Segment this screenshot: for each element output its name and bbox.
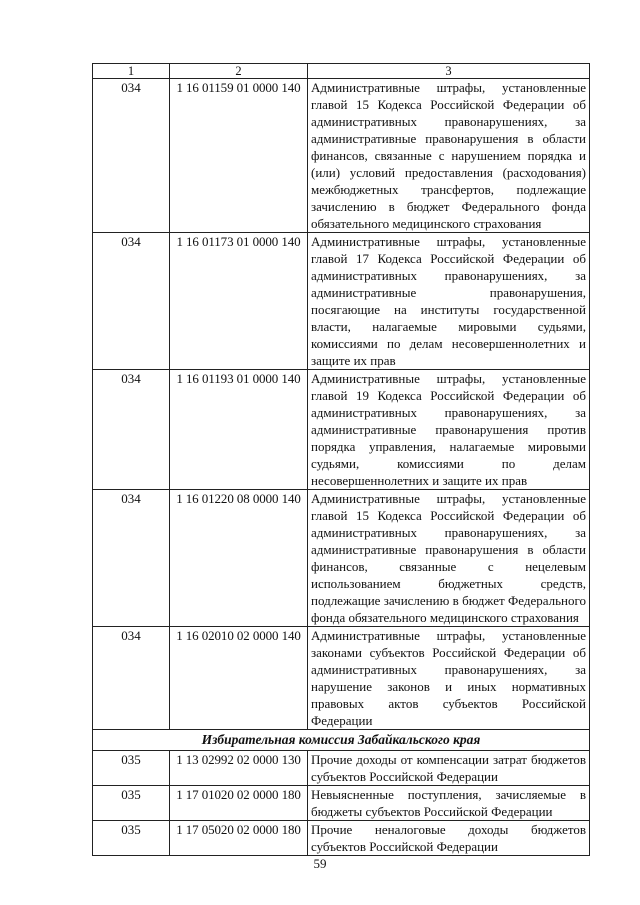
table-row — [93, 627, 590, 730]
budget-classification-code: 1 16 01159 01 0000 140 — [170, 79, 308, 233]
revenue-description: Административные штрафы, установленные главой 15 Кодекса Российской Федерации об административных правонарушениях, за административные правонарушения в области финансов, связанные с нецелевым использованием бюджетных средств, подлежащие зачислению в бюджет Федерального фонда обязательного медицинского страхования — [308, 490, 590, 627]
budget-classification-code: 1 17 01020 02 0000 180 — [170, 786, 308, 821]
budget-classification-code: 1 16 01173 01 0000 140 — [170, 233, 308, 370]
table-row — [93, 751, 590, 786]
budget-classification-code: 1 17 05020 02 0000 180 — [170, 821, 308, 856]
revenue-codes-table — [92, 63, 590, 856]
revenue-description: Административные штрафы, установленные законами субъектов Российской Федерации об административных правонарушениях, за нарушение законов и иных нормативных правовых актов субъектов Российской Федерации — [308, 627, 590, 730]
administrator-code: 034 — [93, 79, 170, 233]
section-title: Избирательная комиссия Забайкальского края — [93, 730, 590, 751]
section-header-row — [93, 730, 590, 751]
column-header-2: 2 — [170, 64, 308, 79]
table-row — [93, 786, 590, 821]
budget-classification-code: 1 16 01193 01 0000 140 — [170, 370, 308, 490]
table-row — [93, 79, 590, 233]
column-header-1: 1 — [93, 64, 170, 79]
table-row — [93, 233, 590, 370]
table-header-row — [93, 64, 590, 79]
administrator-code: 034 — [93, 627, 170, 730]
revenue-description: Невыясненные поступления, зачисляемые в бюджеты субъектов Российской Федерации — [308, 786, 590, 821]
column-header-3: 3 — [308, 64, 590, 79]
revenue-description: Прочие доходы от компенсации затрат бюджетов субъектов Российской Федерации — [308, 751, 590, 786]
administrator-code: 035 — [93, 821, 170, 856]
administrator-code: 034 — [93, 490, 170, 627]
administrator-code: 035 — [93, 751, 170, 786]
revenue-description: Прочие неналоговые доходы бюджетов субъектов Российской Федерации — [308, 821, 590, 856]
table-row — [93, 821, 590, 856]
administrator-code: 035 — [93, 786, 170, 821]
budget-classification-code: 1 16 02010 02 0000 140 — [170, 627, 308, 730]
administrator-code: 034 — [93, 233, 170, 370]
table-row — [93, 490, 590, 627]
revenue-description: Административные штрафы, установленные главой 17 Кодекса Российской Федерации об административных правонарушениях, за административные правонарушения, посягающие на институты государственной власти, налагаемые мировыми судьями, комиссиями по делам несовершеннолетних и защите их прав — [308, 233, 590, 370]
budget-classification-code: 1 13 02992 02 0000 130 — [170, 751, 308, 786]
revenue-description: Административные штрафы, установленные главой 19 Кодекса Российской Федерации об административных правонарушениях, за административные правонарушения против порядка управления, налагаемые мировыми судьями, комиссиями по делам несовершеннолетних и защите их прав — [308, 370, 590, 490]
budget-classification-code: 1 16 01220 08 0000 140 — [170, 490, 308, 627]
revenue-description: Административные штрафы, установленные главой 15 Кодекса Российской Федерации об административных правонарушениях, за административные правонарушения в области финансов, связанные с нарушением порядка и (или) условий предоставления (расходования) межбюджетных трансфертов, подлежащие зачислению в бюджет Федерального фонда обязательного медицинского страхования — [308, 79, 590, 233]
page-number: 59 — [313, 856, 327, 871]
table-row — [93, 370, 590, 490]
administrator-code: 034 — [93, 370, 170, 490]
